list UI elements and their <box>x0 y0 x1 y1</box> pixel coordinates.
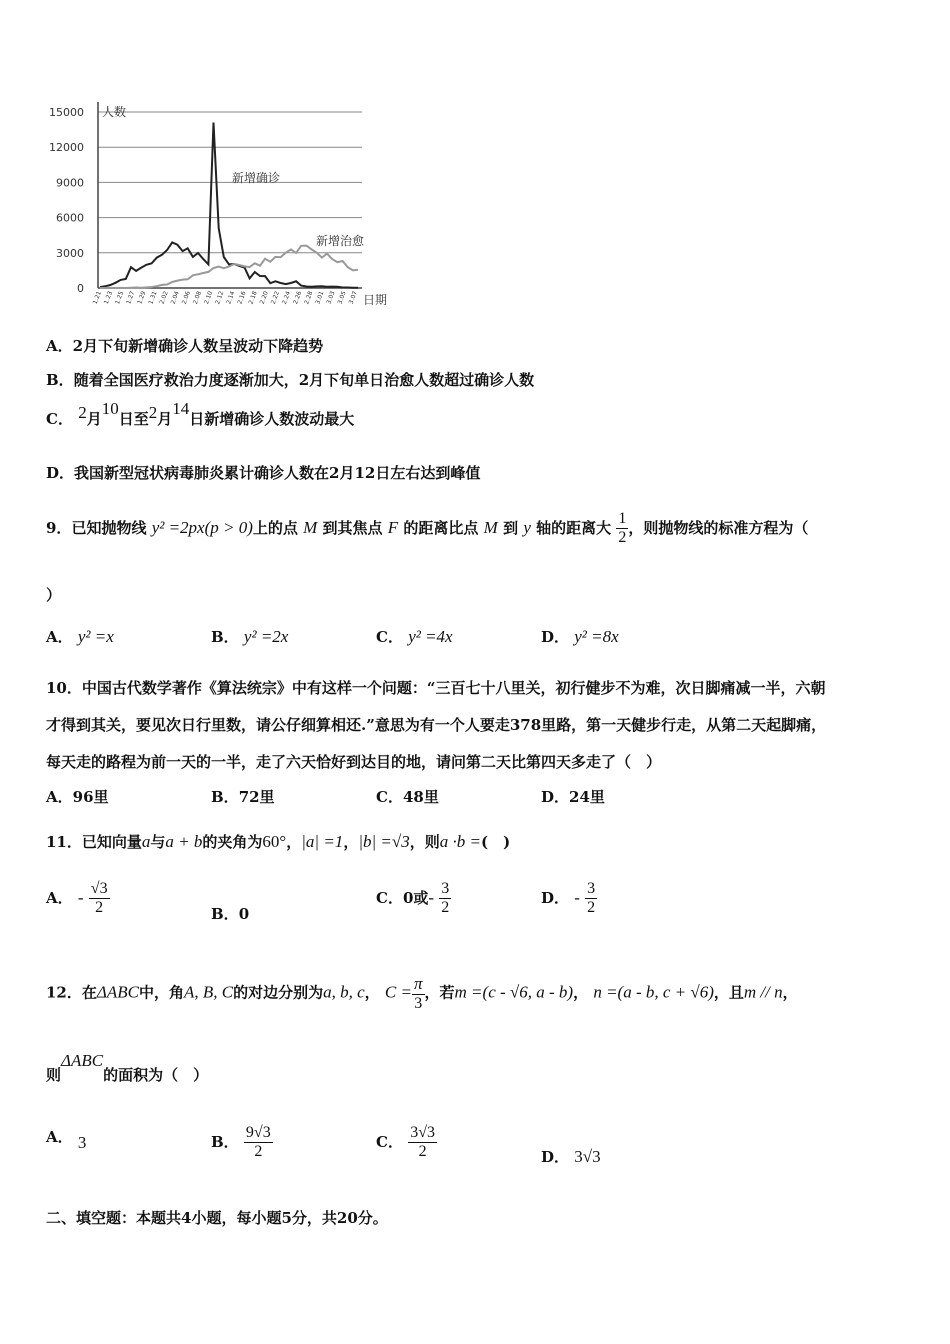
series-line-cured <box>100 246 358 288</box>
q11-option-d <box>541 880 597 918</box>
parallel-condition: m // n <box>743 982 783 1002</box>
option-label: C． <box>376 888 403 907</box>
option-label: D． <box>46 464 75 482</box>
question-number: 12． <box>46 983 82 1002</box>
q8-option-d <box>46 462 480 483</box>
fraction-one-half <box>616 510 628 548</box>
option-label: B． <box>211 905 239 923</box>
series-label-confirmed: 新增确诊 <box>232 171 281 185</box>
q11-option-b <box>211 903 249 924</box>
y-tick-label: 0 <box>77 282 84 295</box>
minus-sign: - <box>77 887 84 907</box>
fraction-numerator: 3 <box>585 880 597 899</box>
option-value: 24里 <box>569 788 605 806</box>
angle-c-eq: C = <box>384 982 412 1002</box>
option-value: 0或 <box>402 888 429 907</box>
sides: a, b, c <box>323 982 365 1002</box>
chart-x-label: 日期 <box>363 293 388 307</box>
option-label: C． <box>46 410 73 428</box>
q10-line-3: 每天走的路程为前一天的一半，走了六天恰好到达目的地，请问第二天比第四天多走了（ ） <box>46 753 662 771</box>
x-tick-label: 2.12 <box>214 290 226 306</box>
x-tick-label: 1.21 <box>91 290 103 306</box>
q12-stem-2 <box>46 1051 209 1085</box>
point-m: M <box>483 517 498 537</box>
option-fraction <box>244 1124 273 1162</box>
question-number: 9． <box>46 518 72 537</box>
stem-text: 到其焦点 <box>322 518 383 537</box>
option-label: D． <box>541 888 570 907</box>
chart-y-ticks <box>49 106 84 295</box>
x-tick-label: 2.14 <box>225 290 237 306</box>
option-label: C． <box>376 628 403 646</box>
day-number: 10 <box>101 399 119 418</box>
option-text: 随着全国医疗救治力度逐渐加大，2月下旬单日治愈人数超过确诊人数 <box>73 371 535 389</box>
q9-stem-end: ） <box>46 586 62 604</box>
x-tick-label: 1.31 <box>147 290 159 306</box>
fraction-denominator: 2 <box>587 899 596 917</box>
angles: A, B, C <box>184 982 234 1002</box>
x-tick-label: 2.22 <box>269 290 281 306</box>
pi-over-three <box>412 974 425 1013</box>
y-tick-label: 9000 <box>56 176 84 190</box>
fraction-numerator: 1 <box>616 510 628 529</box>
option-label: A． <box>46 628 73 646</box>
stem-text: 上的点 <box>252 518 298 537</box>
abs-a: |a| =1 <box>301 832 344 851</box>
stem-text: ，则抛物线的标准方程为（ <box>628 518 809 537</box>
q11-option-a <box>46 880 110 918</box>
comma: ， <box>343 833 359 851</box>
stem-text: 的面积为（ ） <box>103 1066 209 1084</box>
vector-sum: a + b <box>165 832 203 851</box>
stem-text: 的距离比点 <box>403 518 479 537</box>
stem-text: 的夹角为 <box>202 833 263 851</box>
option-fraction <box>89 880 110 918</box>
x-tick-label: 2.18 <box>247 290 259 306</box>
x-tick-label: 2.26 <box>292 290 304 306</box>
q9-stem <box>46 510 808 548</box>
section-2-heading: 二、填空题：本题共4小题，每小题5分，共20分。 <box>46 1209 388 1227</box>
focus-f: F <box>387 517 399 537</box>
option-value: 96里 <box>72 788 109 806</box>
stem-text: 已知抛物线 <box>71 518 147 537</box>
option-text: 2月下旬新增确诊人数呈波动下降趋势 <box>72 337 324 355</box>
x-tick-label: 3.07 <box>347 290 359 306</box>
q9-option-d <box>541 626 619 647</box>
q8-option-a <box>46 335 323 356</box>
fraction-denominator: 3 <box>414 994 423 1012</box>
y-tick-label: 3000 <box>56 246 84 260</box>
abs-b: |b| =√3 <box>358 832 410 851</box>
day-number: 14 <box>172 399 190 418</box>
day-text: 日至 <box>118 410 149 428</box>
q10-option-d <box>541 786 605 807</box>
fraction-numerator: 3√3 <box>408 1124 437 1143</box>
chart-x-ticks <box>92 290 359 305</box>
x-tick-label: 2.08 <box>191 290 204 306</box>
x-tick-label: 3.05 <box>336 290 348 306</box>
option-value: y² =2x <box>243 627 289 646</box>
stem-text: 轴的距离大 <box>536 518 612 537</box>
q12-option-b <box>211 1124 273 1162</box>
series-label-cured: 新增治愈 <box>316 234 365 248</box>
comma: ， <box>782 983 798 1002</box>
stem-text: ，则 <box>409 833 440 851</box>
option-label: A． <box>46 1128 73 1146</box>
q9-option-c <box>376 626 453 647</box>
q10-option-a <box>46 786 109 807</box>
chart-y-label: 人数 <box>102 105 127 119</box>
angle-value: 60° <box>262 832 287 851</box>
option-value: y² =4x <box>408 627 453 646</box>
month-number: 2 <box>78 403 87 422</box>
q11-stem <box>46 831 510 852</box>
vector-a: a <box>141 832 151 851</box>
month-number: 2 <box>148 403 158 422</box>
option-value: 48里 <box>402 788 439 806</box>
stem-text: ，若 <box>424 983 455 1002</box>
fraction-numerator: √3 <box>89 880 110 899</box>
option-value: 3√3 <box>574 1147 601 1166</box>
option-fraction <box>585 880 597 918</box>
option-value: y² =x <box>77 627 114 646</box>
option-label: A． <box>46 788 73 806</box>
triangle-abc: ΔABC <box>96 982 139 1002</box>
y-tick-label: 12000 <box>49 141 84 155</box>
x-tick-label: 2.10 <box>203 290 215 306</box>
x-tick-label: 1.23 <box>102 290 115 306</box>
option-fraction <box>408 1124 437 1162</box>
q10-line-2: 才得到其关，要见次日行里数，请公仔细算相还.”意思为有一个人要走378里路，第一天健步行走，从第二天起脚痛， <box>46 716 827 734</box>
stem-text: 中，角 <box>138 983 184 1002</box>
option-label: B． <box>211 788 239 806</box>
chart-gridlines <box>98 112 365 253</box>
vector-m: m =(c - √6, a - b) <box>454 982 574 1002</box>
y-tick-label: 15000 <box>49 106 84 119</box>
q12-option-a <box>46 1126 87 1152</box>
month-char: 月 <box>157 410 173 428</box>
stem-text: 的对边分别为 <box>233 983 324 1002</box>
comma: ， <box>364 983 380 1002</box>
fraction-numerator: π <box>413 974 423 993</box>
x-tick-label: 2.04 <box>169 290 181 306</box>
x-tick-label: 2.06 <box>180 290 192 306</box>
fraction-denominator: 2 <box>254 1143 263 1161</box>
option-label: D． <box>541 628 570 646</box>
x-tick-label: 2.28 <box>303 290 315 306</box>
x-tick-label: 3.03 <box>325 290 337 306</box>
fraction-denominator: 2 <box>441 899 450 917</box>
x-tick-label: 1.29 <box>136 290 148 306</box>
parabola-equation: y² =2px(p > 0) <box>151 517 253 537</box>
triangle-abc: ΔABC <box>61 1051 104 1070</box>
q10-option-c <box>376 786 439 807</box>
dot-product: a ·b = <box>439 832 481 851</box>
minus-sign: - <box>428 887 435 907</box>
minus-sign: - <box>574 887 580 907</box>
option-value: 0 <box>238 905 250 923</box>
point-m: M <box>303 517 318 537</box>
option-label: C． <box>376 788 403 806</box>
q9-option-b <box>211 626 288 647</box>
month-char: 月 <box>86 410 102 428</box>
option-label: A． <box>46 337 73 355</box>
question-number: 11． <box>46 833 82 851</box>
option-label: B． <box>211 628 239 646</box>
x-tick-label: 2.20 <box>258 290 270 306</box>
epidemic-line-chart <box>40 96 390 312</box>
q12-stem <box>46 974 798 1013</box>
q8-option-b <box>46 369 534 390</box>
fraction-denominator: 2 <box>418 1143 427 1161</box>
option-text: 我国新型冠状病毒肺炎累计确诊人数在2月12日左右达到峰值 <box>74 464 481 482</box>
x-tick-label: 2.24 <box>280 290 293 306</box>
vector-n: n =(a - b, c + √6) <box>593 982 714 1002</box>
option-label: A． <box>46 888 73 907</box>
option-label: B． <box>211 1132 239 1151</box>
stem-text: 则 <box>46 1066 62 1084</box>
option-value: y² =8x <box>574 627 619 646</box>
stem-text: 已知向量 <box>81 833 142 851</box>
option-fraction <box>439 880 451 918</box>
option-text: 日新增确诊人数波动最大 <box>189 410 355 428</box>
option-value: 72里 <box>238 788 275 806</box>
q10-line-1: 10．中国古代数学著作《算法统宗》中有这样一个问题：“三百七十八里关，初行健步不为难，次日脚痛减一半，六朝 <box>46 679 826 697</box>
option-label: D． <box>541 1148 570 1166</box>
x-tick-label: 2.16 <box>236 290 248 306</box>
fraction-numerator: 3 <box>439 880 451 899</box>
stem-text: 在 <box>81 983 97 1002</box>
option-value: 3 <box>77 1133 87 1152</box>
stem-text: ( ) <box>480 833 511 851</box>
stem-text: ，且 <box>713 983 744 1002</box>
y-axis-var: y <box>523 517 531 537</box>
fraction-numerator: 9√3 <box>244 1124 273 1143</box>
q9-option-a <box>46 626 114 647</box>
q12-option-c <box>376 1124 437 1162</box>
stem-text: 与 <box>150 833 166 851</box>
x-tick-label: 1.27 <box>125 290 137 306</box>
option-label: C． <box>376 1132 403 1151</box>
fraction-denominator: 2 <box>618 529 627 547</box>
option-label: B． <box>46 371 74 389</box>
option-label: D． <box>541 788 570 806</box>
comma: ， <box>573 983 589 1002</box>
x-tick-label: 3.01 <box>314 290 326 306</box>
q10-option-b <box>211 786 275 807</box>
q8-option-c <box>46 399 355 429</box>
comma: ， <box>286 833 302 851</box>
fraction-denominator: 2 <box>95 899 104 917</box>
q12-option-d <box>541 1146 601 1167</box>
y-tick-label: 6000 <box>56 211 84 225</box>
x-tick-label: 1.25 <box>113 290 126 306</box>
x-tick-label: 2.02 <box>158 290 170 306</box>
stem-text: 到 <box>503 518 519 537</box>
q11-option-c <box>376 880 451 918</box>
